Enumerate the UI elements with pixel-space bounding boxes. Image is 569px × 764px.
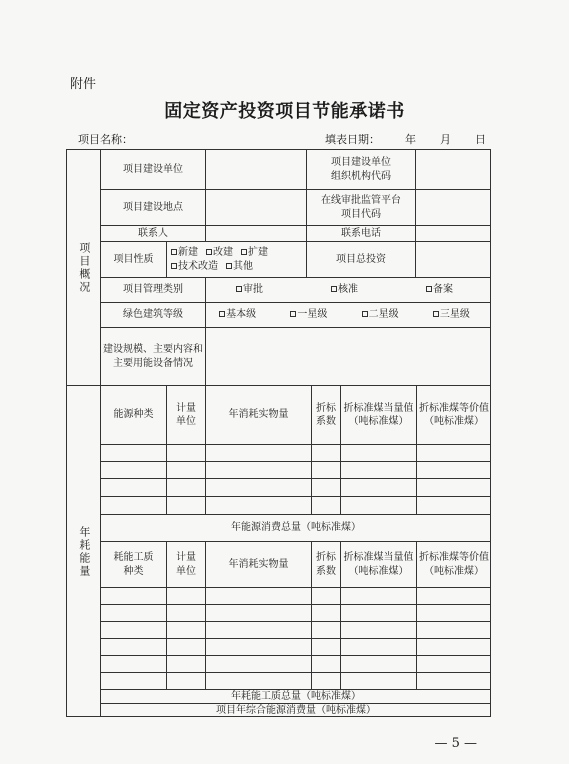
table-cell[interactable] (205, 655, 311, 672)
equiv-value-header: 折标准煤当量值 （吨标准煤） (340, 385, 416, 444)
platform-code-label: 在线审批监管平台 项目代码 (306, 189, 415, 225)
project-name-label: 项目名称： (78, 133, 133, 146)
day-label: 日 (475, 133, 486, 146)
table-cell[interactable] (340, 638, 416, 655)
table-cell[interactable] (166, 604, 205, 621)
build-unit-input[interactable] (205, 149, 306, 189)
option-label: 其他 (233, 260, 253, 272)
equiv-value-header: 折标准煤当量值 （吨标准煤） (340, 541, 416, 587)
option-label: 备案 (433, 284, 453, 296)
table-cell[interactable] (205, 638, 311, 655)
table-cell[interactable] (311, 587, 340, 604)
table-cell[interactable] (100, 621, 166, 638)
table-cell[interactable] (100, 478, 166, 496)
checkbox-icon[interactable] (331, 286, 337, 292)
table-cell[interactable] (166, 655, 205, 672)
month-label: 月 (440, 133, 451, 146)
location-input[interactable] (205, 189, 306, 225)
table-cell[interactable] (166, 621, 205, 638)
option-two-star[interactable] (362, 309, 399, 320)
checkbox-icon[interactable] (433, 311, 439, 317)
table-cell[interactable] (340, 621, 416, 638)
annual-physical-header: 年消耗实物量 (205, 385, 311, 444)
platform-code-input[interactable] (415, 189, 491, 225)
build-unit-label: 项目建设单位 (100, 149, 205, 189)
option-label: 核准 (338, 284, 358, 296)
table-cell[interactable] (205, 604, 311, 621)
medium-total-label: 年耗能工质总量（吨标准煤） (100, 689, 491, 703)
table-cell[interactable] (340, 478, 416, 496)
checkbox-icon[interactable] (171, 249, 177, 255)
work-medium-header: 耗能工质 种类 (100, 541, 166, 587)
section-project-overview-label: 项目概况 (66, 149, 100, 385)
unit-header: 计量 单位 (166, 541, 205, 587)
table-cell[interactable] (416, 444, 491, 461)
option-verify[interactable] (331, 284, 358, 295)
option-label: 三星级 (439, 309, 470, 321)
checkbox-icon[interactable] (241, 249, 247, 255)
table-cell[interactable] (311, 638, 340, 655)
green-level-label: 绿色建筑等级 (100, 302, 205, 327)
checkbox-icon[interactable] (426, 286, 432, 292)
option-label: 一星级 (297, 309, 328, 321)
table-cell[interactable] (205, 478, 311, 496)
factor-header: 折标 系数 (311, 541, 340, 587)
checkbox-icon[interactable] (290, 311, 296, 317)
table-cell[interactable] (166, 461, 205, 478)
attachment-label: 附件 (70, 77, 97, 92)
option-approval[interactable] (236, 284, 263, 295)
option-expand[interactable] (241, 247, 268, 258)
table-cell[interactable] (166, 587, 205, 604)
table-cell[interactable] (100, 604, 166, 621)
table-cell[interactable] (100, 496, 166, 514)
table-cell[interactable] (100, 587, 166, 604)
table-cell[interactable] (166, 444, 205, 461)
table-cell[interactable] (311, 621, 340, 638)
phone-label: 联系电话 (306, 225, 415, 241)
option-new[interactable] (171, 247, 198, 258)
annual-physical-header: 年消耗实物量 (205, 541, 311, 587)
table-cell[interactable] (205, 621, 311, 638)
table-cell[interactable] (340, 587, 416, 604)
table-cell[interactable] (100, 461, 166, 478)
table-cell[interactable] (311, 444, 340, 461)
table-cell[interactable] (340, 444, 416, 461)
nature-options (166, 241, 306, 277)
page-number: — 5 — (434, 736, 477, 751)
table-cell[interactable] (311, 496, 340, 514)
annual-energy-total-label: 年能源消费总量（吨标准煤） (100, 514, 491, 541)
table-cell[interactable] (340, 655, 416, 672)
org-code-input[interactable] (415, 149, 491, 189)
table-cell[interactable] (416, 672, 491, 689)
option-tech-reform[interactable] (171, 261, 218, 272)
page-title: 固定资产投资项目节能承诺书 (164, 101, 405, 122)
checkbox-icon[interactable] (226, 263, 232, 269)
table-cell[interactable] (340, 672, 416, 689)
table-cell[interactable] (340, 604, 416, 621)
table-cell[interactable] (416, 638, 491, 655)
table-cell[interactable] (311, 672, 340, 689)
checkbox-icon[interactable] (206, 249, 212, 255)
equal-value-header: 折标准煤等价值 （吨标准煤） (416, 541, 491, 587)
option-other[interactable] (226, 261, 253, 272)
mgmt-type-label: 项目管理类别 (100, 277, 205, 302)
checkbox-icon[interactable] (219, 311, 225, 317)
option-label: 技术改造 (178, 260, 218, 272)
table-cell[interactable] (205, 672, 311, 689)
table-cell[interactable] (205, 587, 311, 604)
checkbox-icon[interactable] (236, 286, 242, 292)
table-cell[interactable] (416, 655, 491, 672)
section-annual-energy-label: 年耗能量 (66, 385, 100, 717)
option-label: 二星级 (368, 309, 399, 321)
option-label: 扩建 (248, 247, 268, 258)
green-level-options (205, 302, 491, 327)
fill-date-label: 填表日期： (325, 133, 380, 146)
total-invest-input[interactable] (415, 241, 491, 277)
table-cell[interactable] (416, 604, 491, 621)
table-cell[interactable] (340, 496, 416, 514)
contact-input[interactable] (205, 225, 306, 241)
table-cell[interactable] (311, 478, 340, 496)
table-cell[interactable] (166, 478, 205, 496)
table-cell[interactable] (311, 461, 340, 478)
comprehensive-label: 项目年综合能源消费量（吨标准煤） (100, 703, 491, 717)
location-label: 项目建设地点 (100, 189, 205, 225)
table-cell[interactable] (166, 496, 205, 514)
contact-label: 联系人 (100, 225, 205, 241)
option-one-star[interactable] (290, 309, 327, 320)
scale-label: 建设规模、主要内容和 主要用能设备情况 (100, 327, 205, 385)
unit-header: 计量 单位 (166, 385, 205, 444)
option-three-star[interactable] (433, 309, 470, 320)
option-label: 基本级 (226, 309, 257, 321)
option-basic[interactable] (219, 309, 256, 320)
table-cell[interactable] (416, 461, 491, 478)
table-cell[interactable] (205, 496, 311, 514)
option-record[interactable] (426, 284, 453, 295)
checkbox-icon[interactable] (362, 311, 368, 317)
option-rebuild[interactable] (206, 247, 233, 258)
table-cell[interactable] (416, 478, 491, 496)
table-cell[interactable] (311, 655, 340, 672)
total-invest-label: 项目总投资 (306, 241, 415, 277)
equal-value-header: 折标准煤等价值 （吨标准煤） (416, 385, 491, 444)
table-cell[interactable] (340, 461, 416, 478)
table-cell[interactable] (100, 672, 166, 689)
table-cell[interactable] (311, 604, 340, 621)
checkbox-icon[interactable] (171, 263, 177, 269)
table-cell[interactable] (100, 638, 166, 655)
table-cell[interactable] (166, 638, 205, 655)
mgmt-type-options (205, 277, 491, 302)
table-cell[interactable] (416, 621, 491, 638)
org-code-label: 项目建设单位 组织机构代码 (306, 149, 415, 189)
option-label: 新建 (178, 247, 198, 258)
table-cell[interactable] (100, 444, 166, 461)
option-label: 改建 (213, 247, 233, 258)
phone-input[interactable] (415, 225, 491, 241)
option-label: 审批 (243, 284, 263, 296)
table-cell[interactable] (166, 672, 205, 689)
energy-type-header: 能源种类 (100, 385, 166, 444)
year-label: 年 (405, 133, 416, 146)
table-cell[interactable] (205, 461, 311, 478)
table-cell[interactable] (205, 444, 311, 461)
scale-input[interactable] (205, 327, 491, 385)
nature-label: 项目性质 (100, 241, 166, 277)
factor-header: 折标 系数 (311, 385, 340, 444)
table-cell[interactable] (100, 655, 166, 672)
table-cell[interactable] (416, 496, 491, 514)
table-cell[interactable] (416, 587, 491, 604)
